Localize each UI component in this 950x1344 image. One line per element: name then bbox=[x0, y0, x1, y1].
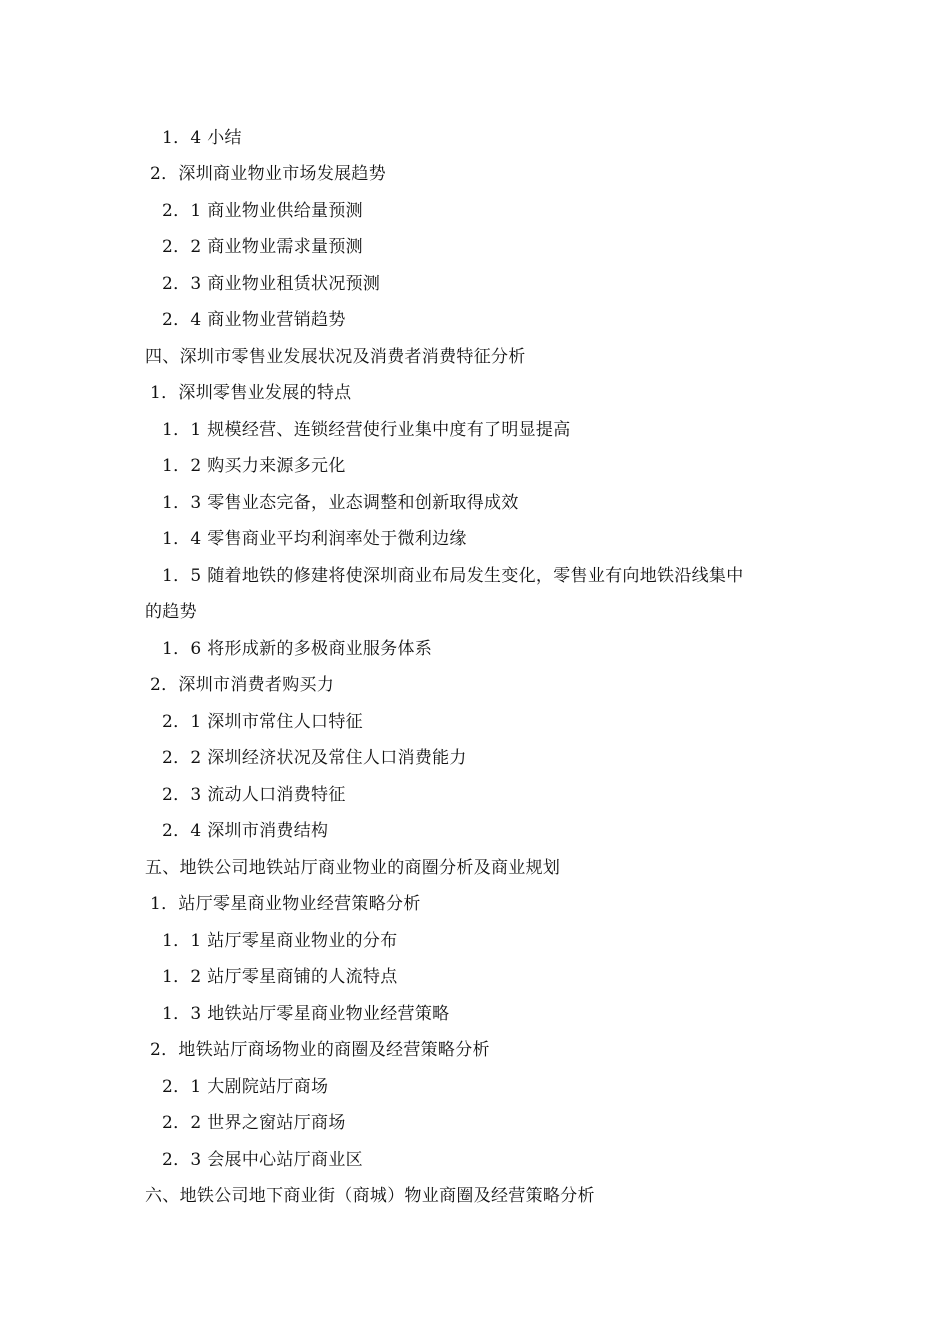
toc-entry: 2．3 会展中心站厅商业区 bbox=[162, 1150, 363, 1170]
toc-entry: 2．地铁站厅商场物业的商圈及经营策略分析 bbox=[150, 1040, 490, 1060]
toc-entry: 1．1 规模经营、连锁经营使行业集中度有了明显提高 bbox=[162, 420, 571, 440]
toc-entry: 2．1 商业物业供给量预测 bbox=[162, 201, 363, 221]
toc-entry: 1．1 站厅零星商业物业的分布 bbox=[162, 931, 398, 951]
toc-entry: 1．5 随着地铁的修建将使深圳商业布局发生变化，零售业有向地铁沿线集中 bbox=[162, 566, 744, 586]
toc-section-heading: 六、地铁公司地下商业街（商城）物业商圈及经营策略分析 bbox=[145, 1186, 595, 1206]
toc-entry: 1．深圳零售业发展的特点 bbox=[150, 383, 352, 403]
toc-entry: 2．2 商业物业需求量预测 bbox=[162, 237, 363, 257]
toc-section-heading: 五、地铁公司地铁站厅商业物业的商圈分析及商业规划 bbox=[145, 858, 561, 878]
toc-entry: 1．4 零售商业平均利润率处于微利边缘 bbox=[162, 529, 467, 549]
toc-entry: 2．4 商业物业营销趋势 bbox=[162, 310, 346, 330]
toc-entry: 1．6 将形成新的多极商业服务体系 bbox=[162, 639, 433, 659]
toc-section-heading: 四、深圳市零售业发展状况及消费者消费特征分析 bbox=[145, 347, 526, 367]
toc-entry: 2．3 流动人口消费特征 bbox=[162, 785, 346, 805]
toc-entry: 1．站厅零星商业物业经营策略分析 bbox=[150, 894, 421, 914]
toc-entry: 2．1 大剧院站厅商场 bbox=[162, 1077, 329, 1097]
toc-entry: 1．3 零售业态完备，业态调整和创新取得成效 bbox=[162, 493, 519, 513]
toc-entry: 2．深圳商业物业市场发展趋势 bbox=[150, 164, 387, 184]
toc-entry: 2．2 世界之窗站厅商场 bbox=[162, 1113, 346, 1133]
toc-entry: 2．3 商业物业租赁状况预测 bbox=[162, 274, 381, 294]
toc-entry: 1．3 地铁站厅零星商业物业经营策略 bbox=[162, 1004, 450, 1024]
toc-entry: 2．1 深圳市常住人口特征 bbox=[162, 712, 363, 732]
toc-entry: 1．2 购买力来源多元化 bbox=[162, 456, 346, 476]
toc-entry: 2．深圳市消费者购买力 bbox=[150, 675, 335, 695]
toc-entry: 2．4 深圳市消费结构 bbox=[162, 821, 329, 841]
toc-entry: 2．2 深圳经济状况及常住人口消费能力 bbox=[162, 748, 467, 768]
toc-entry: 1．4 小结 bbox=[162, 128, 242, 148]
toc-entry-continuation: 的趋势 bbox=[145, 602, 197, 622]
toc-entry: 1．2 站厅零星商铺的人流特点 bbox=[162, 967, 398, 987]
